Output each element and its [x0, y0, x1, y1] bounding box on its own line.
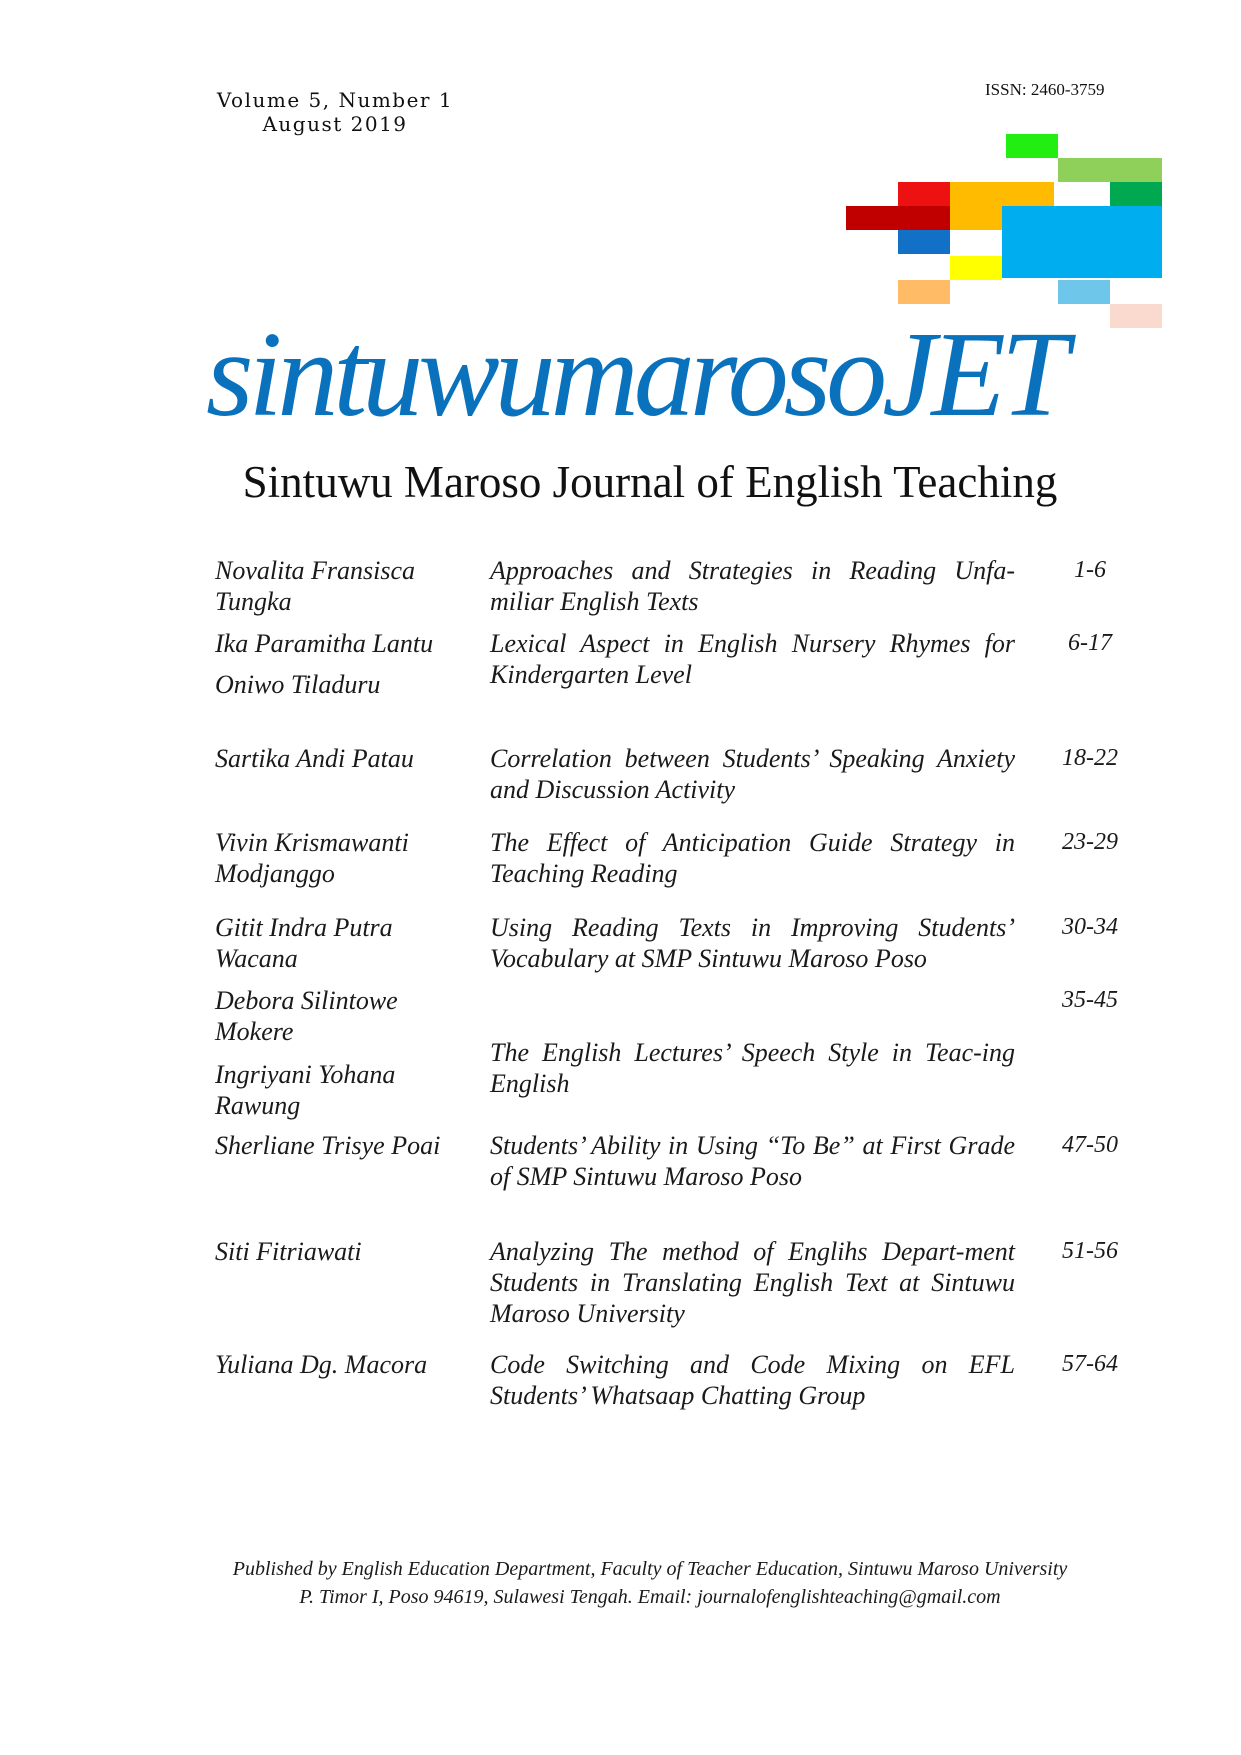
toc-author: Novalita Fransisca Tungka [215, 556, 416, 616]
toc-title: Lexical Aspect in English Nursery Rhymes for Kindergarten Level [490, 629, 1015, 689]
toc-pages: 51-56 [1062, 1238, 1118, 1264]
toc-title: Analyzing The method of Englihs Depart-ment Students in Translating English Text at Sintuwu Maroso University [490, 1237, 1015, 1328]
toc-author: Sartika Andi Patau [215, 744, 414, 773]
toc-title: Students’ Ability in Using “To Be” at First Grade of SMP Sintuwu Maroso Poso [490, 1131, 1015, 1191]
toc-author: Siti Fitriawati [215, 1237, 362, 1266]
toc-author-2: Oniwo Tiladuru [215, 670, 381, 699]
toc-pages: 6-17 [1068, 630, 1112, 656]
journal-full-name: Sintuwu Maroso Journal of English Teaching [242, 457, 1058, 507]
toc-pages: 57-64 [1062, 1351, 1118, 1377]
toc-title: The English Lectures’ Speech Style in Teac-ing English [490, 1038, 1015, 1098]
toc-pages: 1-6 [1074, 557, 1106, 583]
journal-wordmark: sintuwumarosoJET [206, 307, 1064, 442]
toc-title: Correlation between Students’ Speaking Anxiety and Discussion Activity [490, 744, 1015, 804]
logo-block-orange [950, 182, 1054, 206]
volume-number: Volume 5, Number 1 [216, 88, 454, 112]
address-line: P. Timor I, Poso 94619, Sulawesi Tengah. Email: journalofenglishteaching@gmail.com [299, 1586, 1001, 1608]
publisher-line: Published by English Education Department, Faculty of Teacher Education, Sintuwu Maroso University [232, 1558, 1068, 1580]
issn-label: ISSN: 2460-3759 [985, 80, 1105, 99]
volume-info [190, 88, 480, 136]
toc-pages: 23-29 [1062, 829, 1118, 855]
logo-block-red [898, 182, 950, 206]
logo-block-yellow [950, 256, 1002, 280]
logo-block-orange-2 [950, 206, 1002, 230]
toc-author: Vivin Krismawanti Modjanggo [215, 828, 409, 888]
logo-block-cyan [1002, 206, 1162, 278]
publisher-footer [150, 1555, 1150, 1611]
toc-title: Code Switching and Code Mixing on EFL Students’ Whatsaap Chatting Group [490, 1350, 1015, 1410]
toc-title: Using Reading Texts in Improving Students’ Vocabulary at SMP Sintuwu Maroso Poso [490, 913, 1015, 973]
logo-block-green-light [1058, 158, 1162, 182]
logo-block-green-dark [1110, 182, 1162, 206]
toc-author-2: Ingriyani Yohana Rawung [215, 1060, 396, 1120]
toc-pages: 47-50 [1062, 1132, 1118, 1158]
logo-block-green-bright [1006, 134, 1058, 158]
toc-author: Gitit Indra Putra Wacana [215, 913, 393, 973]
issue-date: August 2019 [262, 112, 408, 136]
toc-title: The Effect of Anticipation Guide Strategy in Teaching Reading [490, 828, 1015, 888]
logo-block-blue [898, 230, 950, 254]
toc-author: Yuliana Dg. Macora [215, 1350, 428, 1379]
toc-pages: 30-34 [1062, 914, 1118, 940]
toc-author: Debora Silintowe Mokere [215, 986, 398, 1046]
toc-author: Sherliane Trisye Poai [215, 1131, 441, 1160]
toc-title: Approaches and Strategies in Reading Unfa-miliar English Texts [490, 556, 1015, 616]
toc-pages: 18-22 [1062, 745, 1118, 771]
logo-block-red-dark [846, 206, 950, 230]
toc-pages: 35-45 [1062, 987, 1118, 1013]
toc-author: Ika Paramitha Lantu [215, 629, 434, 658]
